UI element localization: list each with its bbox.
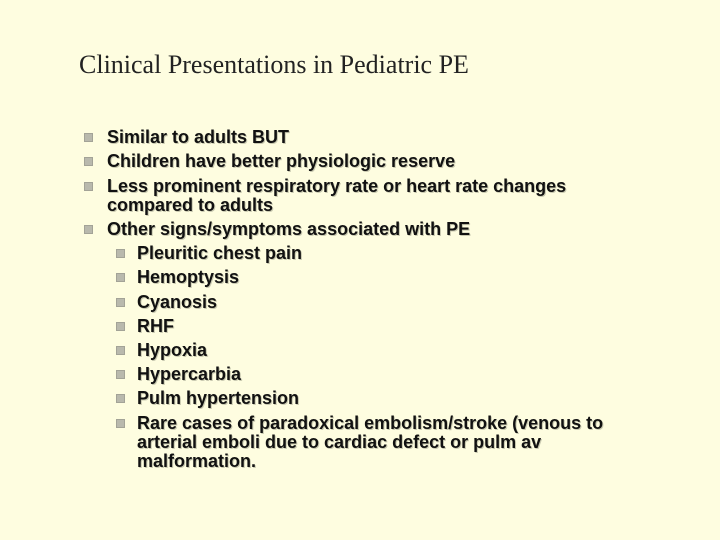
subbullet-text: Cyanosis <box>137 292 218 312</box>
bullet-text: Similar to adults BUT <box>107 127 290 147</box>
square-bullet-icon <box>116 322 125 331</box>
subbullet-item-pleuritic-chest-pain <box>137 244 302 263</box>
square-bullet-icon <box>116 419 125 428</box>
square-bullet-icon <box>84 225 93 234</box>
square-bullet-icon <box>84 182 93 191</box>
bullet-text: Other signs/symptoms associated with PE <box>107 219 471 239</box>
square-bullet-icon <box>116 298 125 307</box>
subbullet-text: Pleuritic chest pain <box>137 243 303 263</box>
subbullet-text-line: Rare cases of paradoxical embolism/stroke (venous to <box>137 413 604 433</box>
subbullet-text-line: arterial emboli due to cardiac defect or pulm av <box>137 432 542 452</box>
subbullet-text: Hypoxia <box>137 340 208 360</box>
subbullet-text: Pulm hypertension <box>137 388 300 408</box>
subbullet-text: Hemoptysis <box>137 267 240 287</box>
subbullet-text: Hypercarbia <box>137 364 242 384</box>
bullet-text-line: compared to adults <box>107 195 274 215</box>
square-bullet-icon <box>116 346 125 355</box>
subbullet-item-paradoxical-embolism <box>137 414 603 471</box>
square-bullet-icon <box>116 370 125 379</box>
bullet-item-less-prominent <box>107 177 566 215</box>
bullet-item-physiologic-reserve <box>107 152 455 171</box>
subbullet-item-hypercarbia <box>137 365 241 384</box>
square-bullet-icon <box>116 394 125 403</box>
square-bullet-icon <box>116 273 125 282</box>
subbullet-text: RHF <box>137 316 174 336</box>
subbullet-item-hemoptysis <box>137 268 239 287</box>
subbullet-item-pulm-hypertension <box>137 389 299 408</box>
square-bullet-icon <box>116 249 125 258</box>
slide-title: Clinical Presentations in Pediatric PE <box>79 50 469 79</box>
subbullet-item-cyanosis <box>137 293 217 312</box>
bullet-text: Children have better physiologic reserve <box>107 151 456 171</box>
subbullet-text-line: malformation. <box>137 451 257 471</box>
bullet-item-other-signs <box>107 220 470 239</box>
bullet-item-similar-to-adults <box>107 128 289 147</box>
square-bullet-icon <box>84 133 93 142</box>
square-bullet-icon <box>84 157 93 166</box>
subbullet-item-rhf <box>137 317 174 336</box>
bullet-text-line: Less prominent respiratory rate or heart rate changes <box>107 176 567 196</box>
subbullet-item-hypoxia <box>137 341 207 360</box>
